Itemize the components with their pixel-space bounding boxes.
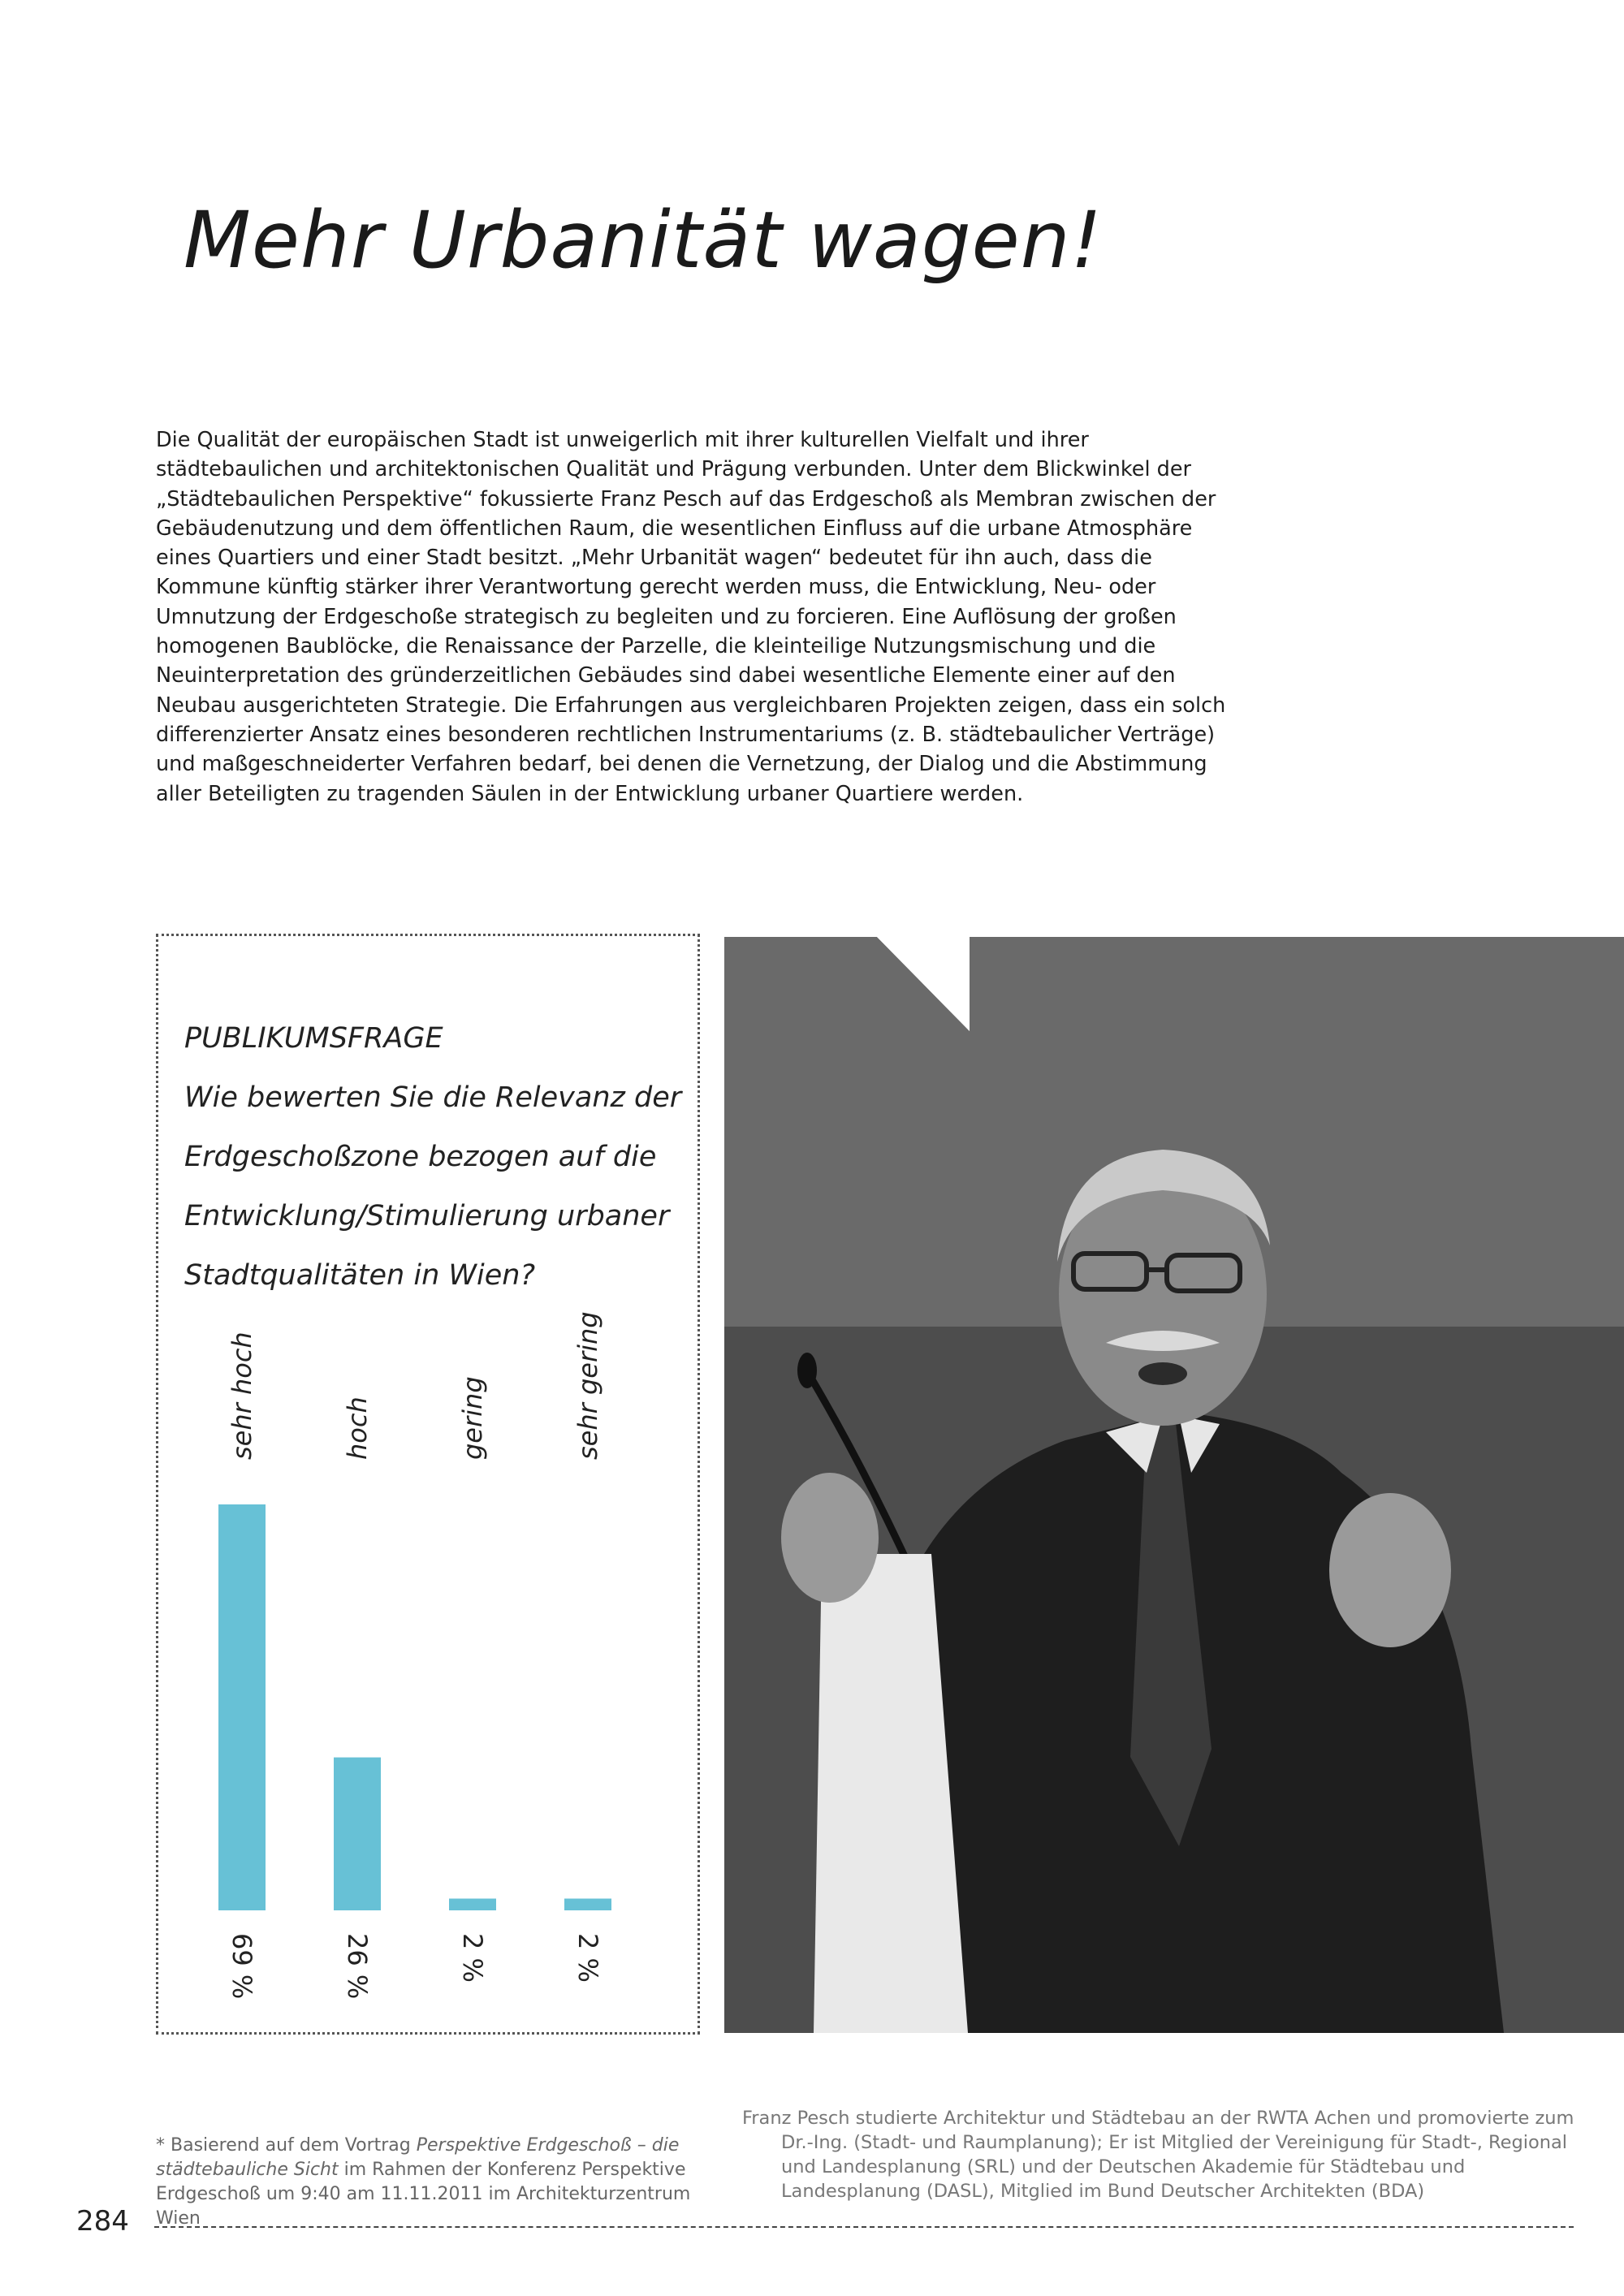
value-label: 69 % — [227, 1933, 257, 2000]
speaker-photo — [724, 937, 1624, 2033]
page-title: Mehr Urbanität wagen! — [184, 195, 1104, 286]
bar-hoch — [334, 1758, 381, 1910]
poll-box — [156, 934, 700, 2035]
value-label: 2 % — [572, 1933, 603, 1983]
page-number: 284 — [76, 2205, 129, 2238]
bio-first-line: Franz Pesch studierte Architektur und Städtebau an der RWTA Achen und promovierte zum — [742, 2108, 1574, 2129]
poll-label: PUBLIKUMSFRAGE — [184, 1022, 443, 1055]
bar-sehr-gering — [564, 1899, 611, 1910]
poll-question: Wie bewerten Sie die Relevanz der Erdgeschoßzone bezogen auf die Entwicklung/Stimulierung urbaner Stadtqualitäten in Wien? — [184, 1081, 682, 1292]
intro-paragraph: Die Qualität der europäischen Stadt ist unweigerlich mit ihrer kulturellen Vielfalt und ihrer städtebaulichen und architektonischen Qualität und Prägung verbunden. Unter dem Blickwinkel der „Städtebaulichen Perspektive“ fokussierte Franz Pesch auf das Erdgeschoß als Membran zwischen der Gebäudenutzung und dem öffentlichen Raum, die wesentlichen Einfluss auf die urbane Atmosphäre eines Quartiers und einer Stadt besitzt. „Mehr Urbanität wagen“ bedeutet für ihn auch, dass die Kommune künftig stärker ihrer Verantwortung gerecht werden muss, die Entwicklung, Neu- oder Umnutzung der Erdgeschoße strategisch zu begleiten und zu forcieren. Eine Auflösung der großen homogenen Baublöcke, die Renaissance der Parzelle, die kleinteilige Nutzungsmischung und die Neuinterpretation des gründerzeitlichen Gebäudes sind dabei wesentliche Elemente einer auf den Neubau ausgerichteten Strategie. Die Erfahrungen aus vergleichbaren Projekten zeigen, dass ein solch differenzierter Ansatz eines besonderen rechtlichen Instrumentariums (z. B. städtebaulicher Verträge) und maßgeschneiderter Verfahren bedarf, bei denen die Vernetzung, der Dialog und die Abstimmung aller Beteiligten zu tragenden Säulen in der Entwicklung urbaner Quartiere werden. — [156, 428, 1226, 806]
footnote-talk-title: Perspektive Erdgeschoß – die städtebauliche Sicht — [156, 2135, 680, 2180]
speaker-photo-graphic — [724, 937, 1624, 2033]
bar-gering — [449, 1899, 496, 1910]
category-label: hoch — [342, 1396, 373, 1460]
footnote — [156, 2134, 724, 2231]
category-label: sehr gering — [572, 1311, 603, 1460]
microphone-head — [797, 1353, 817, 1388]
category-label: gering — [457, 1376, 488, 1460]
footnote-suffix: im Rahmen der Konferenz Perspektive Erdgeschoß um 9:40 am 11.11.2011 im Architekturzentrum Wien — [156, 2160, 691, 2229]
bio-rest: Dr.-Ing. (Stadt- und Raumplanung); Er ist Mitglied der Vereinigung für Stadt-, Regional und Landesplanung (SRL) und der Deutschen Akademie für Städtebau und Landesplanung (DASL), Mitglied im Bund Deutscher Architekten (BDA) — [781, 2132, 1568, 2202]
speaker-bio — [742, 2106, 1595, 2203]
poll-bar-chart — [158, 936, 702, 2037]
footer-rule — [154, 2226, 1574, 2228]
value-label: 2 % — [457, 1933, 488, 1983]
left-hand — [781, 1473, 879, 1603]
right-hand — [1329, 1493, 1451, 1647]
footnote-prefix: * Basierend auf dem Vortrag — [156, 2135, 417, 2156]
bar-sehr-hoch — [218, 1504, 266, 1910]
category-label: sehr hoch — [227, 1331, 257, 1460]
value-label: 26 % — [342, 1933, 373, 2000]
